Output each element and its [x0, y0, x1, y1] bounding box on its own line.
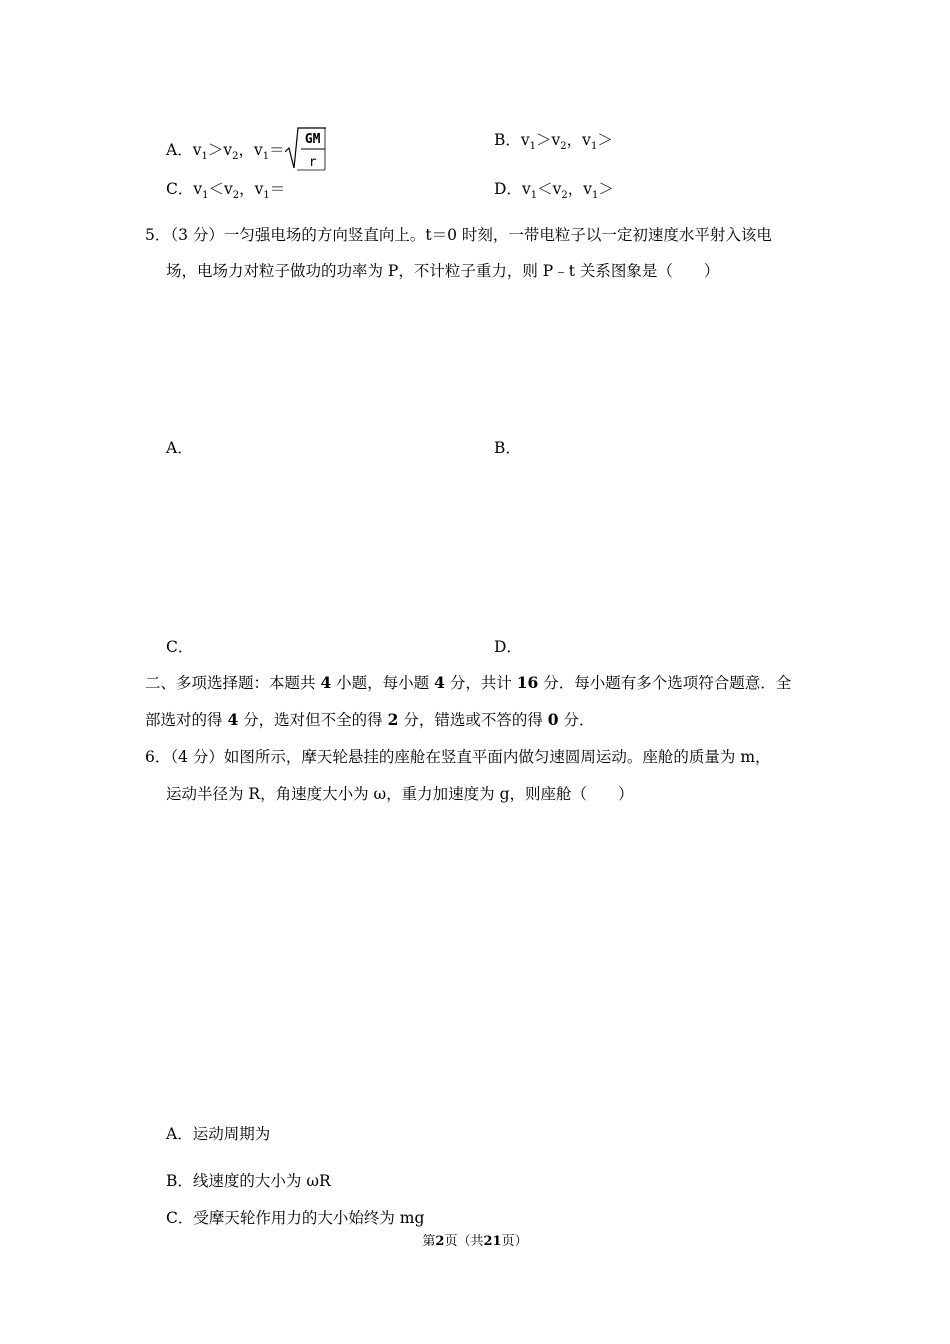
q6-text-line1: 6．（4 分）如图所示，摩天轮悬挂的座舱在竖直平面内做匀速圆周运动。座舱的质量为 m，	[145, 748, 771, 766]
q6-text-line2: 运动半径为 R，角速度大小为 ω，重力加速度为 g，则座舱（ ）	[166, 785, 634, 803]
q5-option-c: C．	[166, 638, 194, 656]
q5-option-d: D．	[494, 638, 522, 656]
q4-option-a: A．$v_1>v_2$，$v_1=$ GM r	[166, 128, 327, 174]
q4-option-b: B．$v_1>v_2$，$v_1>$	[494, 131, 613, 152]
section2-instructions-line2: 部选对的得 4 分，选对但不全的得 2 分，错选或不答的得 0 分．	[145, 710, 595, 729]
q6-option-a: A．运动周期为	[166, 1125, 271, 1143]
page-footer: 第2页（共21页）	[422, 1234, 528, 1249]
q5-text-line1: 5．（3 分）一匀强电场的方向竖直向上。t＝0 时刻，一带电粒子以一定初速度水平射入该电	[145, 226, 772, 244]
q6-option-b: B．线速度的大小为 ωR	[166, 1172, 331, 1190]
q5-option-b: B．	[494, 439, 521, 457]
sqrt-gm-over-r-formula: GM r	[285, 126, 327, 172]
q4-option-d: D．$v_1<v_2$，$v_1>$	[494, 180, 614, 201]
section2-instructions-line1: 二、多项选择题：本题共 4 小题，每小题 4 分，共计 16 分．每小题有多个选项符合题意．全	[145, 673, 792, 692]
q4-option-c: C．$v_1<v_2$，$v_1=$	[166, 180, 286, 201]
q6-option-c: C．受摩天轮作用力的大小始终为 mg	[166, 1209, 425, 1227]
q5-text-line2: 场，电场力对粒子做功的功率为 P，不计粒子重力，则 P﹣t 关系图象是（ ）	[166, 262, 720, 280]
q5-option-a: A．	[166, 439, 193, 457]
